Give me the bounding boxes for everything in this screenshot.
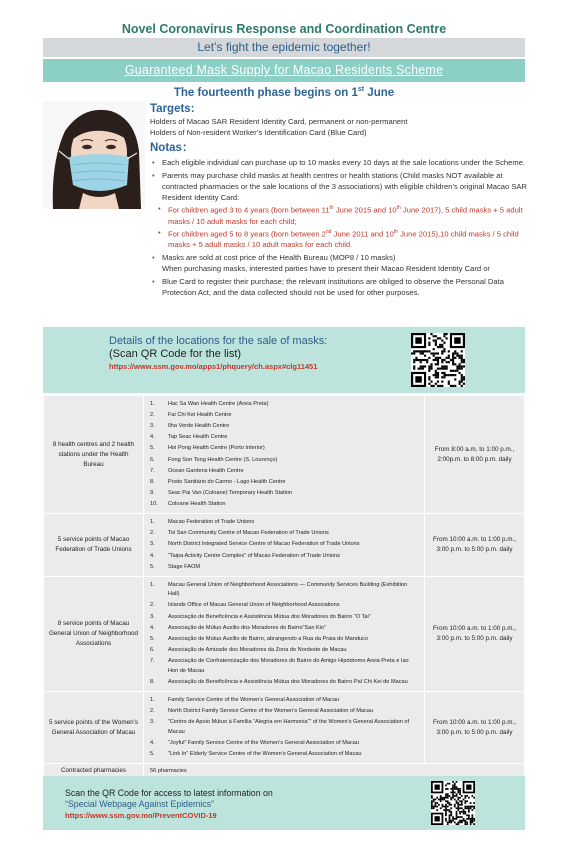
note-item: • Blue Card to register their purchase; the relevant institutions are obliged to observe the Personal Data Protection Act, and the data collected should not be used for other purposes. — [150, 276, 532, 298]
location-group-row — [44, 692, 525, 764]
list-item — [150, 552, 418, 562]
item-number: 7. — [150, 658, 155, 665]
item-location: Ocean Gardens Health Centre — [168, 467, 244, 474]
info-section — [150, 102, 532, 298]
item-number: 5. — [150, 445, 155, 452]
location-group-row — [44, 514, 525, 577]
item-location: Associação de Amizade dos Moradores da Zona do Nordeste de Macau — [168, 647, 347, 654]
note-sub-item: • For children aged 3 to 4 years (born between 11th June 2015 and 10th June 2017), 5 child masks + 5 adult masks / 10 adult masks for each child; — [150, 203, 532, 227]
item-location: Family Service Centre of the Women’s General Association of Macau — [168, 696, 340, 703]
item-number: 8. — [150, 679, 155, 686]
qr-code-icon — [431, 781, 475, 825]
masked-woman-photo — [43, 101, 145, 209]
pharmacies-count: 56 pharmacies — [144, 764, 525, 779]
location-group-row — [44, 577, 525, 692]
item-location: North District Integrated Service Centre of Macao Federation of Trade Unions — [168, 541, 360, 548]
pharmacies-label: Contracted pharmacies — [44, 764, 144, 779]
item-number: 2. — [150, 602, 155, 609]
footer-banner — [43, 776, 525, 830]
phase-title: The fourteenth phase begins on 1st June — [173, 86, 395, 99]
list-item — [150, 624, 418, 634]
location-list — [144, 577, 425, 692]
location-list — [144, 396, 425, 514]
item-location: Seac Pai Van (Coloane) Temporary Health Station — [168, 490, 293, 497]
list-item — [150, 422, 418, 432]
item-location: Islands Office of Macau General Union of Neighborhood Associations — [168, 602, 340, 609]
details-subtitle: (Scan QR Code for the list) — [109, 348, 242, 360]
location-category: 8 service points of Macau General Union of Neighborhood Associations — [44, 577, 144, 692]
list-item — [150, 707, 418, 717]
details-title: Details of the locations for the sale of masks: — [109, 335, 328, 347]
item-location: Hoi Pong Health Centre (Porto Interior) — [168, 445, 265, 452]
list-item — [150, 489, 418, 499]
item-number: 4. — [150, 624, 155, 631]
item-number: 1. — [150, 400, 155, 407]
org-title: Novel Coronavirus Response and Coordination Centre — [121, 22, 447, 36]
item-location: Stage FAOM — [168, 563, 201, 570]
footer-link[interactable]: https://www.ssm.gov.mo/PreventCOVID-19 — [65, 811, 217, 820]
item-number: 9. — [150, 490, 155, 497]
item-number: 8. — [150, 478, 155, 485]
item-number: 7. — [150, 467, 155, 474]
item-number: 2. — [150, 411, 155, 418]
item-location: Posto Sanitário do Carmo - Lago Health Centre — [168, 478, 286, 485]
location-category: 5 service points of the Women’s General Association of Macau — [44, 692, 144, 764]
item-number: 2. — [150, 530, 155, 537]
list-item — [150, 563, 418, 573]
list-item — [150, 696, 418, 706]
note-item-continued: When purchasing masks, interested parties have to present their Macao Resident Identity Card or — [162, 264, 490, 274]
list-item — [150, 518, 418, 528]
item-number: 5. — [150, 635, 155, 642]
list-item — [150, 657, 418, 676]
list-item — [150, 411, 418, 421]
list-item — [150, 718, 418, 737]
list-item — [150, 444, 418, 454]
item-number: 6. — [150, 456, 155, 463]
item-number: 10. — [150, 501, 158, 508]
list-item — [150, 581, 418, 600]
scheme-title: Guaranteed Mask Supply for Macao Residents Scheme — [43, 59, 525, 82]
item-location: Fong Son Tong Health Centre (S. Lourenço) — [168, 456, 278, 463]
footer-text: Scan the QR Code for access to latest information on — [65, 788, 273, 798]
item-number: 1. — [150, 581, 155, 588]
item-location: “Centro de Apoio Mútuo à Família “Alegria em Harmonia”” of the Women’s General Association of Macau — [168, 719, 410, 735]
item-number: 5. — [150, 751, 155, 758]
item-location: Associação de Confraternização dos Moradores do Bairro do Amigo Hipódromo Areia Preta e Iao Hon de Macau — [168, 658, 409, 674]
item-number: 3. — [150, 422, 155, 429]
opening-hours: From 8:00 a.m. to 1:00 p.m., 2:00p.m. to 8:00 p.m. daily — [425, 396, 525, 514]
note-sub-item: • For children aged 5 to 8 years (born between 2nd June 2011 and 10th June 2015),10 child masks / 5 child masks + 5 adult masks / 10 adult masks for each child. — [150, 227, 532, 251]
item-location: Hac Sa Wan Health Centre (Areia Preta) — [168, 400, 269, 407]
notes-heading: Notas： — [150, 142, 194, 154]
item-location: “Link In” Elderly Service Centre of the Women’s General Association of Macau — [168, 751, 362, 758]
list-item — [150, 678, 418, 688]
item-number: 4. — [150, 740, 155, 747]
item-number: 3. — [150, 541, 155, 548]
item-location: Toi San Community Centre of Macao Federation of Trade Unions — [168, 530, 329, 537]
item-location: Associação de Beneficência e Assistência Mútua dos Moradores do Bairro Pal Chi Kei de Macau — [168, 679, 408, 686]
item-number: 3. — [150, 613, 155, 620]
details-link[interactable]: https://www.ssm.gov.mo/apps1/phquery/ch.aspx#clg11451 — [109, 362, 318, 371]
item-location: Associação de Mútuo Auxílio de Bairro, abrangendo a Rua da Praia do Manduco — [168, 635, 368, 642]
item-location: Associação de Beneficência e Assistência Mútua dos Moradores do Bairro “O Tai” — [168, 613, 371, 620]
location-category: 8 health centres and 2 health stations under the Health Bureau — [44, 396, 144, 514]
list-item — [150, 529, 418, 539]
list-item — [150, 739, 418, 749]
target-item: Holders of Non-resident Worker’s Identification Card (Blue Card) — [150, 128, 367, 137]
list-item — [150, 540, 418, 550]
opening-hours: From 10:00 a.m. to 1:00 p.m., 3:00 p.m. to 5:00 p.m. daily — [425, 692, 525, 764]
locations-table — [43, 395, 525, 779]
note-item: • Each eligible individual can purchase up to 10 masks every 10 days at the sale locations under the Scheme. — [150, 157, 532, 168]
item-location: Fai Chi Kei Health Centre — [168, 411, 232, 418]
item-number: 2. — [150, 708, 155, 715]
item-location: Macau General Union of Neighborhood Associations — Community Services Building (Exhibition Hall) — [168, 581, 408, 598]
item-number: 5. — [150, 563, 155, 570]
details-banner — [43, 327, 525, 393]
item-location: North District Family Service Centre of the Women’s General Association of Macau — [168, 708, 373, 715]
list-item — [150, 635, 418, 645]
list-item — [150, 400, 418, 410]
item-location: “Joyful” Family Service Centre of the Women’s General Association of Macau — [168, 740, 359, 747]
list-item — [150, 613, 418, 623]
item-number: 4. — [150, 552, 155, 559]
item-number: 1. — [150, 519, 155, 526]
qr-code-icon — [411, 333, 465, 387]
item-location: Macao Federation of Trade Unions — [168, 519, 255, 526]
target-item: Holders of Macao SAR Resident Identity Card, permanent or non-permanent — [150, 117, 408, 126]
list-item — [150, 433, 418, 443]
item-location: “Taipa Activity Centre Complex” of Macao Federation of Trade Unions — [168, 552, 340, 559]
list-item — [150, 456, 418, 466]
opening-hours: From 10:00 a.m. to 1:00 p.m., 3:00 p.m. to 5:00 p.m. daily — [425, 514, 525, 577]
location-category: 5 service points of Macao Federation of Trade Unions — [44, 514, 144, 577]
targets-heading: Targets: — [150, 103, 195, 115]
slogan-bar: Let’s fight the epidemic together! — [43, 38, 525, 57]
item-location: Tap Seac Health Centre — [168, 434, 228, 441]
item-number: 6. — [150, 647, 155, 654]
footer-webpage-name: “Special Webpage Against Epidemics” — [65, 799, 214, 809]
item-number: 1. — [150, 696, 155, 703]
item-number: 3. — [150, 719, 155, 726]
item-location: Associação de Mútuo Auxílio dos Moradores do Bairro“San Kio” — [168, 624, 326, 631]
opening-hours: From 10:00 a.m. to 1:00 p.m., 3:00 p.m. to 5:00 p.m. daily — [425, 577, 525, 692]
list-item — [150, 500, 418, 510]
location-group-row — [44, 396, 525, 514]
note-item: • Parents may purchase child masks at health centres or health stations (Child masks NOT available at contracted pharmacies or the sale locations of the 3 associations) with eligible children’s original Macao SAR Resident Identity Card: — [150, 170, 532, 203]
note-item: • Masks are sold at cost price of the Health Bureau (MOP8 / 10 masks) — [150, 252, 532, 263]
list-item — [150, 601, 418, 611]
list-item — [150, 646, 418, 656]
location-list — [144, 692, 425, 764]
item-location: Coloane Health Station — [168, 501, 226, 508]
list-item — [150, 750, 418, 760]
list-item — [150, 478, 418, 488]
list-item — [150, 467, 418, 477]
location-list — [144, 514, 425, 577]
item-number: 4. — [150, 434, 155, 441]
item-location: Ilha Verde Health Centre — [168, 422, 230, 429]
